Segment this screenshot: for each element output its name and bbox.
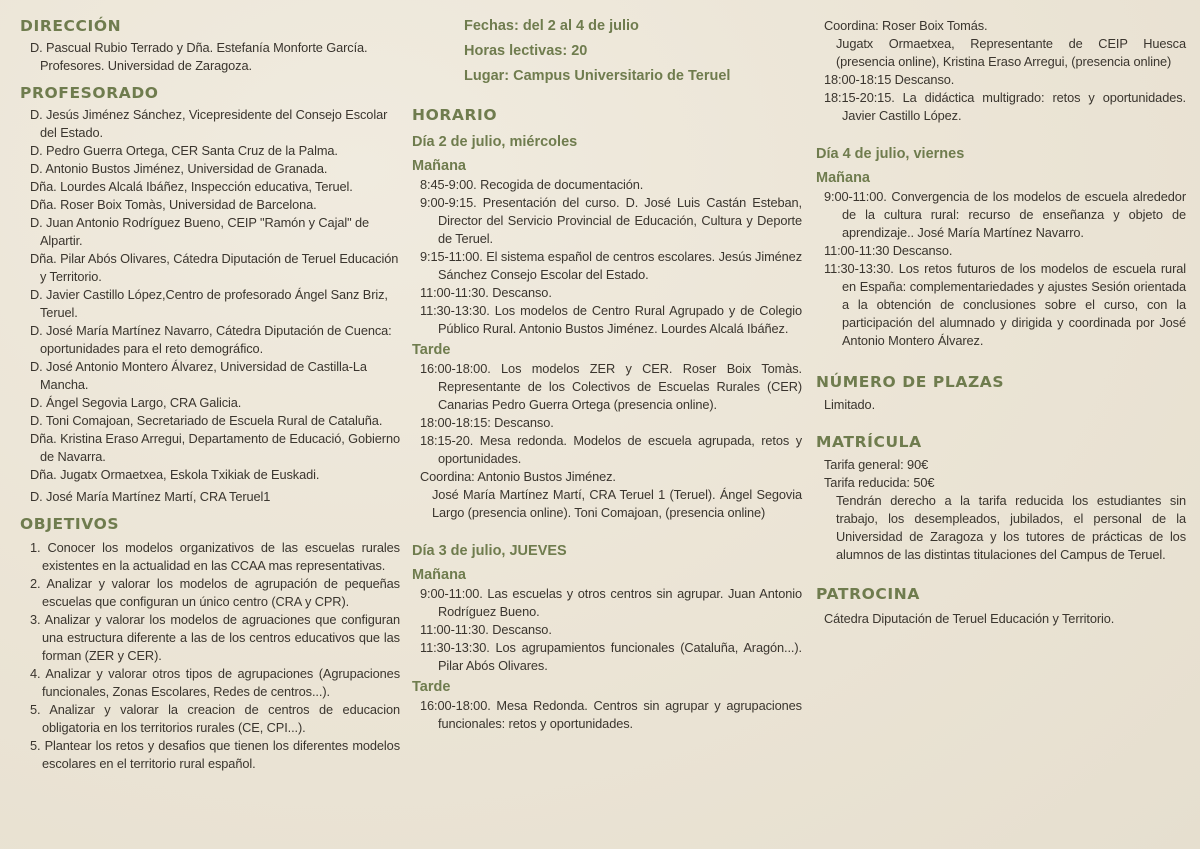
schedule-item: 18:00-18:15: Descanso. xyxy=(420,415,554,430)
list-item: D. Ángel Segovia Largo, CRA Galicia. xyxy=(30,395,242,410)
plazas-text: Limitado. xyxy=(824,397,876,412)
day2-afternoon-list xyxy=(412,360,802,522)
schedule-item: 18:15-20. Mesa redonda. Modelos de escuela agrupada, retos y oportunidades. xyxy=(420,433,802,466)
day3-morning-list xyxy=(412,585,802,675)
day4-morning-label: Mañana xyxy=(816,170,870,186)
day4-title: Día 4 de julio, viernes xyxy=(816,146,965,162)
heading-matricula: MATRÍCULA xyxy=(816,433,922,451)
list-item: Dña. Kristina Eraso Arregui, Departamento de Educació, Gobierno de Navarra. xyxy=(30,431,400,464)
heading-patrocina: PATROCINA xyxy=(816,585,920,603)
list-item: 2. Analizar y valorar los modelos de agrupación de pequeñas escuelas que configuran un único centro (CRA y CPR). xyxy=(30,576,400,609)
day3-coordina: Coordina: Roser Boix Tomás. xyxy=(824,18,988,33)
day3-afternoon-label: Tarde xyxy=(412,679,451,695)
schedule-item: 18:15-20:15. La didáctica multigrado: retos y oportunidades. Javier Castillo López. xyxy=(824,90,1186,123)
heading-direccion: DIRECCIÓN xyxy=(20,17,122,35)
schedule-item: José María Martínez Martí, CRA Teruel 1 (Teruel). Ángel Segovia Largo (presencia online). Toni Comajoan, (presencia online) xyxy=(432,487,802,520)
list-item: 1. Conocer los modelos organizativos de las escuelas rurales existentes en la actualidad en las CCAA mas representativas. xyxy=(30,540,400,573)
list-item: Dña. Jugatx Ormaetxea, Eskola Txikiak de Euskadi. xyxy=(30,467,320,482)
list-item: D. Jesús Jiménez Sánchez, Vicepresidente del Consejo Escolar del Estado. xyxy=(30,107,388,140)
list-item: D. Juan Antonio Rodríguez Bueno, CEIP "Ramón y Cajal" de Alpartir. xyxy=(30,215,370,248)
schedule-item: 11:00-11:30. Descanso. xyxy=(420,622,552,637)
course-info xyxy=(412,14,802,89)
list-item: D. Antonio Bustos Jiménez, Universidad de Granada. xyxy=(30,161,328,176)
direccion-text: D. Pascual Rubio Terrado y Dña. Estefanía Monforte García. Profesores. Universidad de Zaragoza. xyxy=(30,40,368,73)
schedule-item: 9:00-11:00. Convergencia de los modelos de escuela alrededor de la cultura rural: recurso de enseñanza y objeto de aprendizaje.. José María Martínez Navarro. xyxy=(824,189,1186,240)
day2-title: Día 2 de julio, miércoles xyxy=(412,134,578,150)
schedule-item: 11:00-11:30 Descanso. xyxy=(824,243,953,258)
schedule-item: 9:00-11:00. Las escuelas y otros centros sin agrupar. Juan Antonio Rodríguez Bueno. xyxy=(420,586,802,619)
day2-morning-label: Mañana xyxy=(412,158,466,174)
schedule-item: Coordina: Antonio Bustos Jiménez. xyxy=(420,469,616,484)
list-item: 4. Analizar y valorar otros tipos de agrupaciones (Agrupaciones funcionales, Zonas Escolares, Redes de centros...). xyxy=(30,666,400,699)
info-hours: Horas lectivas: 20 xyxy=(464,43,588,59)
column-right xyxy=(816,0,1186,628)
list-item: D. José María Martínez Martí, CRA Teruel1 xyxy=(30,489,271,504)
list-item: 3. Analizar y valorar los modelos de agruaciones que configuran una estructura diferente a las de los centros educativos que las forman (ZER y CER). xyxy=(30,612,400,663)
list-item: D. Toni Comajoan, Secretariado de Escuela Rural de Cataluña. xyxy=(30,413,383,428)
objetivos-list xyxy=(20,539,400,773)
day3-title: Día 3 de julio, JUEVES xyxy=(412,543,567,559)
list-item: D. José Antonio Montero Álvarez, Universidad de Castilla-La Mancha. xyxy=(30,359,367,392)
schedule-item: 16:00-18:00. Mesa Redonda. Centros sin agrupar y agrupaciones funcionales: retos y oportunidades. xyxy=(420,698,802,731)
list-item: Dña. Roser Boix Tomàs, Universidad de Barcelona. xyxy=(30,197,317,212)
schedule-item: 9:15-11:00. El sistema español de centros escolares. Jesús Jiménez Sánchez Consejo Escolar del Estado. xyxy=(420,249,802,282)
day2-morning-list xyxy=(412,176,802,338)
list-item: D. Pedro Guerra Ortega, CER Santa Cruz de la Palma. xyxy=(30,143,338,158)
list-item: D. José María Martínez Navarro, Cátedra Diputación de Cuenca: oportunidades para el reto demográfico. xyxy=(30,323,392,356)
info-place: Lugar: Campus Universitario de Teruel xyxy=(464,68,731,84)
list-item: Dña. Pilar Abós Olivares, Cátedra Diputación de Teruel Educación y Territorio. xyxy=(30,251,399,284)
list-item: D. Javier Castillo López,Centro de profesorado Ángel Sanz Briz, Teruel. xyxy=(30,287,388,320)
schedule-item: 18:00-18:15 Descanso. xyxy=(824,72,955,87)
tarifa-note: Tendrán derecho a la tarifa reducida los estudiantes sin trabajo, los desempleados, jubilados, el personal de la Universidad de Zaragoza y los tutores de prácticas de los alumnos de las distintas titulaciones del Campus de Teruel. xyxy=(836,493,1186,562)
schedule-item: 11:30-13:30. Los modelos de Centro Rural Agrupado y de Colegio Público Rural. Antonio Bustos Jiménez. Lourdes Alcalá Ibáñez. xyxy=(420,303,802,336)
column-middle xyxy=(412,0,802,733)
schedule-item: 8:45-9:00. Recogida de documentación. xyxy=(420,177,644,192)
schedule-item: 11:00-11:30. Descanso. xyxy=(420,285,552,300)
column-left xyxy=(20,0,400,773)
tarifa-general: Tarifa general: 90€ xyxy=(824,457,929,472)
info-dates: Fechas: del 2 al 4 de julio xyxy=(464,18,639,34)
schedule-item: 11:30-13:30. Los agrupamientos funcionales (Cataluña, Aragón...). Pilar Abós Olivares. xyxy=(420,640,802,673)
patrocina-text: Cátedra Diputación de Teruel Educación y Territorio. xyxy=(824,611,1115,626)
day4-morning-list xyxy=(816,188,1186,350)
heading-profesorado: PROFESORADO xyxy=(20,84,159,102)
heading-objetivos: OBJETIVOS xyxy=(20,515,120,533)
schedule-item: 9:00-9:15. Presentación del curso. D. José Luis Castán Esteban, Director del Servicio Provincial de Educación, Cultura y Deporte de Teruel. xyxy=(420,195,802,246)
schedule-item: 16:00-18:00. Los modelos ZER y CER. Roser Boix Tomàs. Representante de los Colectivos de Escuelas Rurales (CER) Canarias Pedro Guerra Ortega (presencia online). xyxy=(420,361,802,412)
list-item: 5. Analizar y valorar la creacion de centros de educacion obligatoria en los territorios rurales (CE, CPI...). xyxy=(30,702,400,735)
schedule-item: 11:30-13:30. Los retos futuros de los modelos de escuela rural en España: complementariedades y ajustes Sesión orientada a la obtención de conclusiones sobre el curso, con la participación del alumnado y dirigida y coordinada por José Antonio Montero Álvarez. xyxy=(824,261,1186,348)
tarifa-reducida: Tarifa reducida: 50€ xyxy=(824,475,935,490)
day3-morning-label: Mañana xyxy=(412,567,466,583)
day3-afternoon-list xyxy=(412,697,802,733)
day2-afternoon-label: Tarde xyxy=(412,342,451,358)
profesorado-list xyxy=(20,106,400,506)
heading-horario: HORARIO xyxy=(412,106,498,124)
list-item: Dña. Lourdes Alcalá Ibáñez, Inspección educativa, Teruel. xyxy=(30,179,353,194)
heading-plazas: NÚMERO DE PLAZAS xyxy=(816,373,1005,391)
list-item: 5. Plantear los retos y desafios que tienen los diferentes modelos escolares en el territorio rural español. xyxy=(30,738,400,771)
day3-participants: Jugatx Ormaetxea, Representante de CEIP Huesca (presencia online), Kristina Eraso Arregui, (presencia online) xyxy=(836,36,1186,69)
